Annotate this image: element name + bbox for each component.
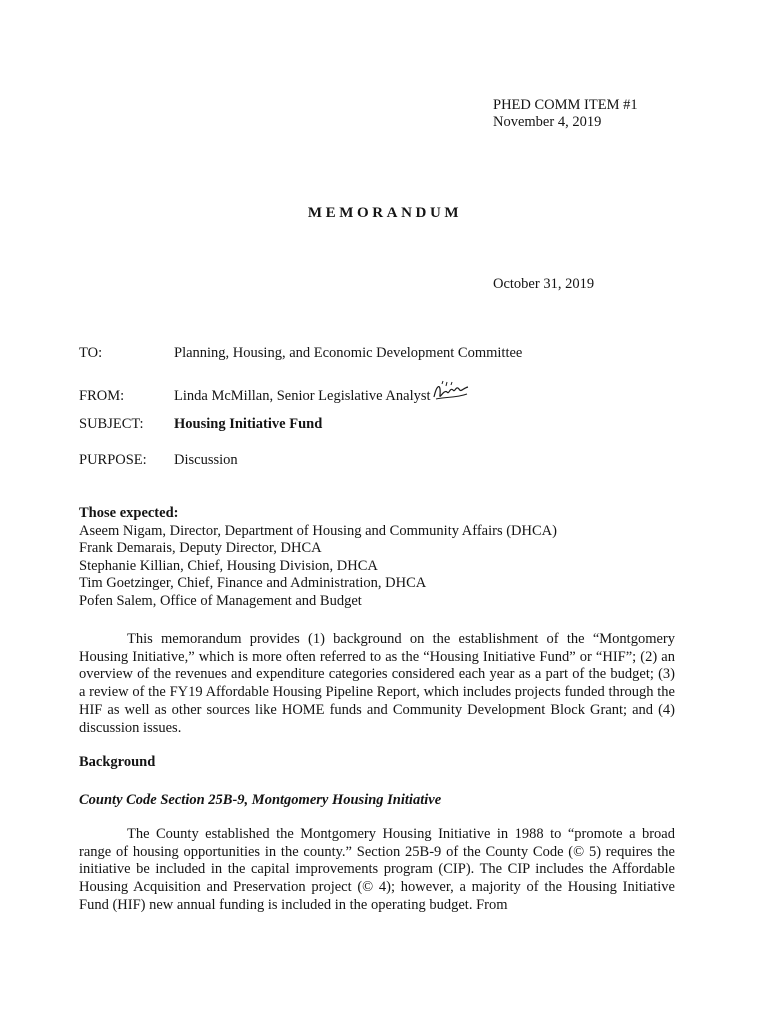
- attendee-item: Stephanie Killian, Chief, Housing Division, DHCA: [79, 557, 378, 574]
- committee-item: PHED COMM ITEM #1: [493, 97, 638, 113]
- subject-row: [79, 416, 322, 433]
- intro-paragraph: [79, 631, 675, 737]
- subject-value: Housing Initiative Fund: [174, 416, 323, 432]
- attendee-item: Pofen Salem, Office of Management and Budget: [79, 592, 362, 609]
- code-section-heading: County Code Section 25B-9, Montgomery Housing Initiative: [79, 792, 442, 808]
- memo-date: October 31, 2019: [493, 276, 595, 292]
- purpose-label: PURPOSE:: [79, 452, 147, 468]
- those-expected-list: [79, 505, 719, 610]
- background-paragraph: [79, 826, 675, 915]
- attendee-item: Aseem Nigam, Director, Department of Housing and Community Affairs (DHCA): [79, 522, 557, 539]
- handwritten-initials-signature: [432, 380, 470, 402]
- those-expected-heading: Those expected:: [79, 505, 179, 521]
- attendee-item: Tim Goetzinger, Chief, Finance and Administration, DHCA: [79, 575, 427, 591]
- header-block: [493, 97, 733, 132]
- from-value: Linda McMillan, Senior Legislative Analyst: [174, 388, 431, 404]
- to-label: TO:: [79, 345, 103, 361]
- to-row: [79, 345, 522, 362]
- to-value: Planning, Housing, and Economic Development Committee: [174, 345, 523, 361]
- background-paragraph-text: The County established the Montgomery Housing Initiative in 1988 to “promote a broad range of housing opportunities in the county.” Section 25B-9 of the County Code (© 5) requires the initiative be included in the capital improvements program (CIP). The CIP includes the Affordable Housing Acquisition and Preservation project (© 4); however, a majority of the Housing Initiative Fund (HIF) new annual funding is included in the operating budget. From: [79, 826, 675, 913]
- attendee-item: Frank Demarais, Deputy Director, DHCA: [79, 540, 322, 556]
- from-label: FROM:: [79, 388, 125, 404]
- purpose-value: Discussion: [174, 452, 238, 468]
- from-row: [79, 380, 470, 405]
- purpose-row: [79, 452, 238, 469]
- subject-label: SUBJECT:: [79, 416, 144, 432]
- intro-paragraph-text: This memorandum provides (1) background on the establishment of the “Montgomery Housing Initiative,” which is more often referred to as the “Housing Initiative Fund” or “HIF”; (2) an overview of the revenues and expenditure categories considered each year as a part of the budget; (3) a review of the FY19 Affordable Housing Pipeline Report, which includes projects funded through the HIF as well as other sources like HOME funds and Community Development Block Grant; and (4) discussion issues.: [79, 631, 675, 736]
- meeting-date: November 4, 2019: [493, 114, 602, 131]
- background-heading: Background: [79, 754, 156, 770]
- memo-title: MEMORANDUM: [307, 205, 463, 221]
